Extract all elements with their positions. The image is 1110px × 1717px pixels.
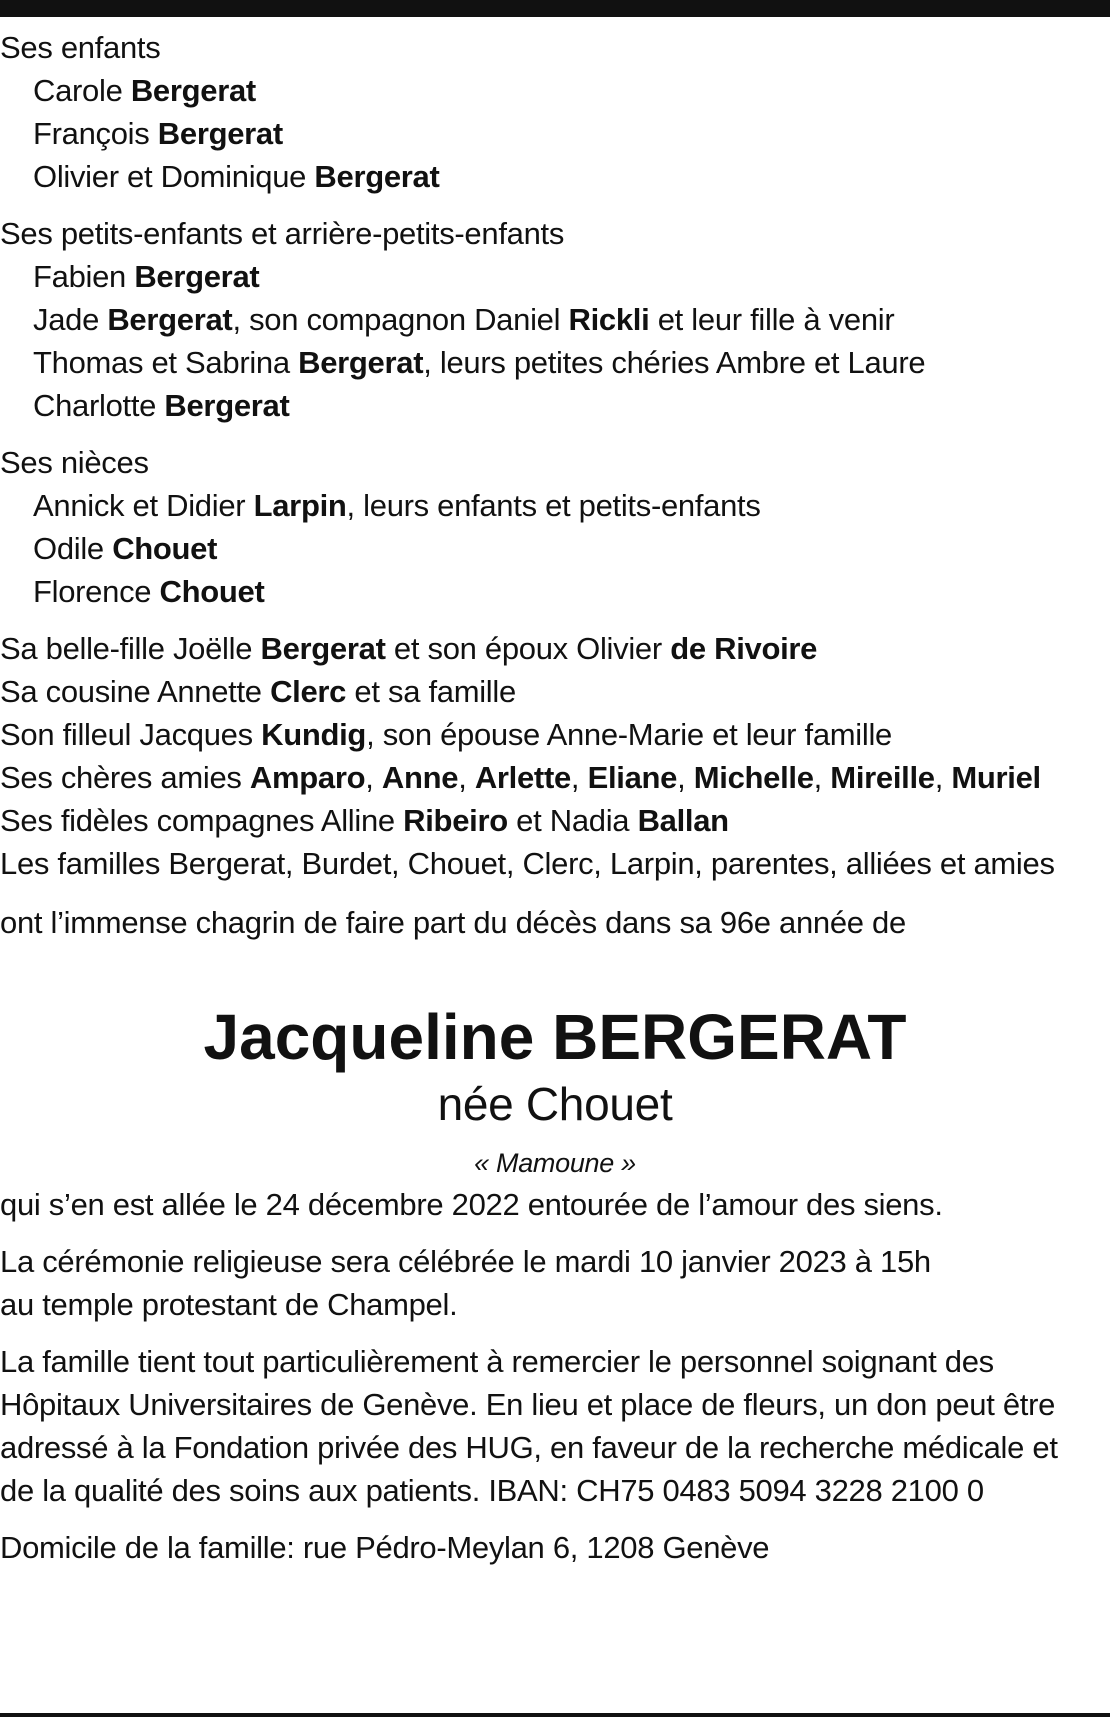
text-fragment: Carole [33, 73, 131, 108]
thanks-line: de la qualité des soins aux patients. IBAN: CH75 0483 5094 3228 2100 0 [0, 1473, 984, 1508]
nickname: « Mamoune » [474, 1148, 636, 1178]
text-fragment: Ses chères amies [0, 760, 250, 795]
family-member [0, 112, 1110, 155]
family-member [0, 341, 1110, 384]
surname: Mireille [830, 760, 935, 795]
text-fragment: Fabien [33, 259, 135, 294]
bottom-border [0, 1713, 1110, 1717]
announcement-intro: ont l’immense chagrin de faire part du décès dans sa 96e année de [0, 905, 906, 940]
surname: Rickli [568, 302, 650, 337]
text-fragment: Sa belle-fille Joëlle [0, 631, 261, 666]
relation-line [0, 670, 1110, 713]
thanks-line: Hôpitaux Universitaires de Genève. En lieu et place de fleurs, un don peut être [0, 1387, 1056, 1422]
text-fragment: , son compagnon Daniel [232, 302, 569, 337]
ceremony-line: au temple protestant de Champel. [0, 1287, 458, 1322]
text-fragment: Thomas et Sabrina [33, 345, 299, 380]
surname: Clerc [270, 674, 347, 709]
text-fragment: , [570, 760, 588, 795]
surname: Larpin [253, 488, 347, 523]
surname: Anne [381, 760, 459, 795]
surname: Bergerat [107, 302, 233, 337]
text-fragment: Florence [33, 574, 160, 609]
group-heading: Ses nièces [0, 445, 149, 480]
surname: Bergerat [134, 259, 260, 294]
surname: Bergerat [164, 388, 290, 423]
text-fragment: Olivier et Dominique [33, 159, 315, 194]
surname: Muriel [951, 760, 1041, 795]
thanks-line: La famille tient tout particulièrement à remercier le personnel soignant des [0, 1344, 994, 1379]
relation-line [0, 799, 1110, 842]
surname: Amparo [249, 760, 366, 795]
family-group [0, 26, 1110, 198]
surname: Bergerat [314, 159, 440, 194]
obituary-notice [0, 26, 1110, 1569]
family-group [0, 212, 1110, 427]
text-fragment: et Nadia [507, 803, 638, 838]
family-member [0, 298, 1110, 341]
surname: Bergerat [157, 116, 283, 151]
text-fragment: François [33, 116, 158, 151]
surname: Michelle [693, 760, 814, 795]
relations-list [0, 627, 1110, 885]
text-fragment: Ses fidèles compagnes Alline [0, 803, 404, 838]
family-member [0, 155, 1110, 198]
family-groups [0, 26, 1110, 613]
text-fragment: Les familles Bergerat, Burdet, Chouet, Clerc, Larpin, parentes, alliées et amies [0, 846, 1055, 881]
family-member [0, 69, 1110, 112]
text-fragment: Sa cousine Annette [0, 674, 271, 709]
relation-line [0, 842, 1110, 885]
surname: Chouet [159, 574, 265, 609]
thanks-line: adressé à la Fondation privée des HUG, en faveur de la recherche médicale et [0, 1430, 1058, 1465]
family-member [0, 527, 1110, 570]
text-fragment: Charlotte [33, 388, 165, 423]
surname: Ribeiro [403, 803, 508, 838]
family-address: Domicile de la famille: rue Pédro-Meylan 6, 1208 Genève [0, 1530, 770, 1565]
group-heading: Ses petits-enfants et arrière-petits-enfants [0, 216, 565, 251]
deceased-block [0, 999, 1110, 1183]
text-fragment: Son filleul Jacques [0, 717, 262, 752]
surname: Eliane [587, 760, 678, 795]
relation-line [0, 713, 1110, 756]
text-fragment: Odile [33, 531, 113, 566]
surname: Kundig [261, 717, 367, 752]
ceremony-line: La cérémonie religieuse sera célébrée le mardi 10 janvier 2023 à 15h [0, 1244, 931, 1279]
surname: de Rivoire [670, 631, 818, 666]
text-fragment: , [458, 760, 475, 795]
family-member [0, 384, 1110, 427]
family-member [0, 484, 1110, 527]
surname: Bergerat [130, 73, 256, 108]
text-fragment: , [677, 760, 694, 795]
surname: Ballan [637, 803, 729, 838]
text-fragment: , leurs enfants et petits-enfants [346, 488, 761, 523]
text-fragment: , son épouse Anne-Marie et leur famille [366, 717, 892, 752]
maiden-name: née Chouet [437, 1078, 673, 1130]
text-fragment: , [813, 760, 831, 795]
text-fragment: Annick et Didier [33, 488, 254, 523]
text-fragment: et sa famille [346, 674, 516, 709]
text-fragment: et leur fille à venir [649, 302, 895, 337]
surname: Chouet [112, 531, 218, 566]
text-fragment: , [934, 760, 952, 795]
family-member [0, 255, 1110, 298]
surname: Bergerat [260, 631, 386, 666]
text-fragment: , [365, 760, 382, 795]
text-fragment: Jade [33, 302, 108, 337]
family-group [0, 441, 1110, 613]
top-border [0, 0, 1110, 17]
thanks-paragraph [0, 1340, 1110, 1512]
text-fragment: , leurs petites chéries Ambre et Laure [423, 345, 926, 380]
group-heading: Ses enfants [0, 30, 161, 65]
death-line: qui s’en est allée le 24 décembre 2022 entourée de l’amour des siens. [0, 1187, 943, 1222]
family-member [0, 570, 1110, 613]
relation-line [0, 756, 1110, 799]
text-fragment: et son époux Olivier [385, 631, 671, 666]
relation-line [0, 627, 1110, 670]
deceased-name: Jacqueline BERGERAT [203, 1001, 907, 1073]
surname: Arlette [474, 760, 571, 795]
ceremony-info [0, 1240, 1110, 1326]
surname: Bergerat [298, 345, 424, 380]
